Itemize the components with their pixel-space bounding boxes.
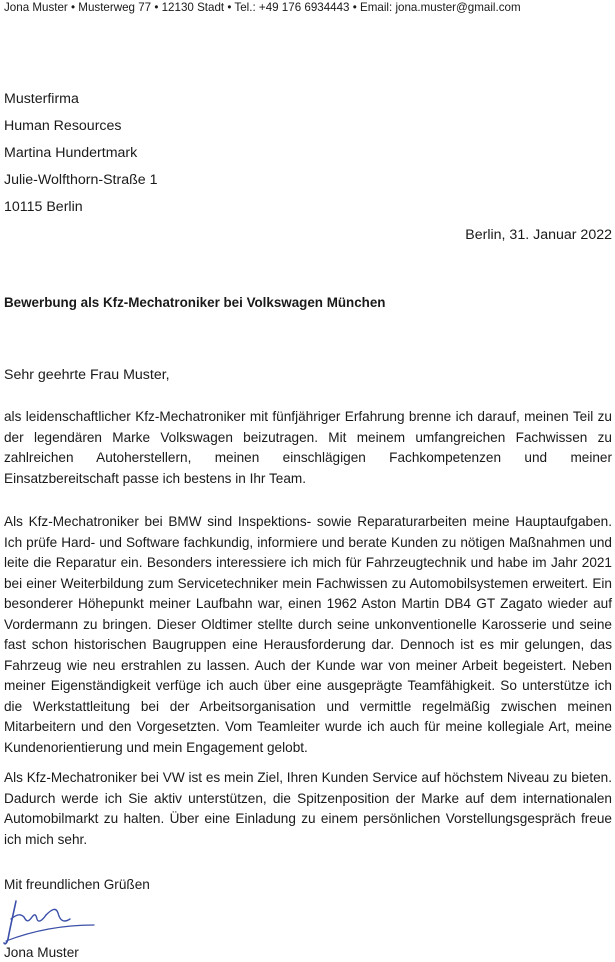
recipient-street: Julie-Wolfthorn-Straße 1 bbox=[4, 172, 158, 188]
body-paragraph-intro: als leidenschaftlicher Kfz-Mechatroniker mit fünfjähriger Erfahrung brenne ich darauf, meinen Teil zu der legendären Marke Volkswagen beizutragen. Mit meinem umfangreichen Fachwissen zu zahlreichen Autoherstellern, meinen einschlägigen Fachkompetenzen und meiner Einsatzbereitschaft passe ich bestens in Ihr Team. bbox=[4, 409, 612, 486]
recipient-department: Human Resources bbox=[4, 118, 122, 134]
letter-date: Berlin, 31. Januar 2022 bbox=[465, 227, 612, 243]
letter-salutation: Sehr geehrte Frau Muster, bbox=[4, 367, 170, 383]
body-paragraph-experience: Als Kfz-Mechatroniker bei BMW sind Inspektions- sowie Reparaturarbeiten meine Hauptaufgaben. Ich prüfe Hard- und Software fachkundig, informiere und berate Kunden zu nötigen Maßnahmen und leite die Reparatur ein. Besonders interessiere ich mich für Fahrzeugtechnik und habe im Jahr 2021 bei einer Weiterbildung zum Servicetechniker mein Fachwissen zu Automobilsystemen erweitert. Ein besonderer Höhepunkt meiner Laufbahn war, einen 1962 Aston Martin DB4 GT Zagato wieder auf Vordermann zu bringen. Dieser Oldtimer stellte durch seine unkonventionelle Karosserie und seine fast schon historischen Baugruppen eine Herausforderung dar. Dennoch ist es mir gelungen, das Fahrzeug wie neu erstrahlen zu lassen. Auch der Kunde war von meiner Arbeit begeistert. Neben meiner Eigenständigkeit verfüge ich auch über eine ausgeprägte Teamfähigkeit. So unterstütze ich die Werkstattleitung bei der Arbeitsorganisation und vermittle regelmäßig zwischen meinen Mitarbeitern und den Vorgesetzten. Vom Teamleiter wurde ich auch für meine kollegiale Art, meine Kundenorientierung und mein Engagement gelobt. bbox=[4, 514, 612, 755]
letter-subject: Bewerbung als Kfz-Mechatroniker bei Volkswagen München bbox=[4, 295, 386, 310]
recipient-company: Musterfirma bbox=[4, 91, 79, 107]
sender-contact-line: Jona Muster • Musterweg 77 • 12130 Stadt • Tel.: +49 176 6934443 • Email: jona.muster@gmail.com bbox=[4, 1, 521, 14]
recipient-city: 10115 Berlin bbox=[4, 199, 83, 215]
body-paragraph-motivation: Als Kfz-Mechatroniker bei VW ist es mein Ziel, Ihren Kunden Service auf höchstem Niveau zu bieten. Dadurch werde ich Sie aktiv unterstützen, die Spitzenposition der Marke auf dem internationalen Automobilmarkt zu halten. Über eine Einladung zu einem persönlichen Vorstellungsgespräch freue ich mich sehr. bbox=[4, 770, 612, 847]
letter-closing: Mit freundlichen Grüßen bbox=[4, 877, 150, 892]
recipient-contact-person: Martina Hundertmark bbox=[4, 145, 138, 161]
signature-name: Jona Muster bbox=[4, 945, 79, 960]
handwritten-signature bbox=[2, 895, 98, 945]
